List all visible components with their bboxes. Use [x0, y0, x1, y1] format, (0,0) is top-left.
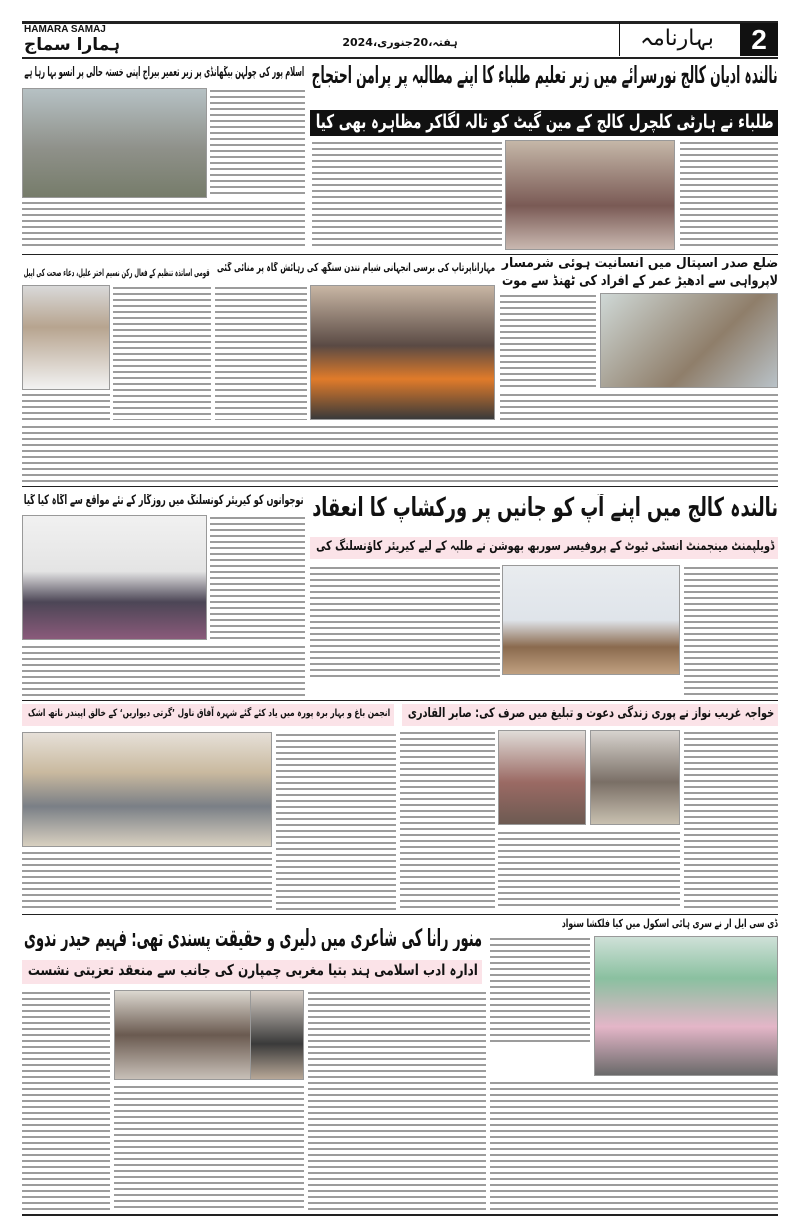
career-body-text: [22, 644, 305, 696]
munawwar-photo-2: [250, 990, 304, 1080]
maharana-body-text: [215, 285, 307, 420]
khwaja-body-text: [400, 730, 495, 910]
teacher-photo: [22, 285, 110, 390]
dclr-photo: [594, 936, 778, 1076]
masthead-english: HAMARA SAMAJ: [24, 24, 106, 35]
lead-headline-text: نالندہ ادیان کالج نورسرائے میں زیر تعلیم طلباء کا اپنے مطالبہ پر پرامن احتجاج: [312, 62, 778, 89]
barrage-headline-text: اسلام پور کی چولہن بیگھانڈی پر زیر تعمیر بیراج اپنی خستہ حالی پر آنسو بہا رہا ہے: [24, 66, 304, 80]
hospital-subhead: [500, 274, 778, 289]
anjuman-photo: [22, 732, 272, 847]
lead-body-text: [680, 140, 778, 250]
continuation-body-text: [22, 424, 778, 482]
khwaja-headline: [402, 704, 778, 726]
lead-subhead-text: طلباء نے ہارٹی کلچرل کالج کے مین گیٹ کو تالہ لگاکر مظاہرہ بھی کیا: [316, 111, 774, 133]
dclr-body-text: [490, 1080, 778, 1210]
lead-body-text: [312, 140, 502, 250]
dclr-headline: [560, 918, 778, 930]
workshop-headline-text: نالندہ کالج میں اپنے آپ کو جانیں پر ورکشاپ کا انعقاد: [312, 494, 778, 523]
munawwar-body-text: [114, 1084, 304, 1210]
barrage-body-text: [210, 88, 305, 198]
career-body-text: [210, 515, 305, 640]
teacher-headline-text: قومی اساتذہ تنظیم کے فعال رکن نسیم اختر علیل، دعاء صحت کی اپیل: [24, 268, 210, 279]
munawwar-headline: [22, 925, 482, 951]
barrage-photo: [22, 88, 207, 198]
hospital-photo: [600, 293, 778, 388]
khwaja-body-text: [684, 730, 778, 910]
anjuman-body-text: [22, 850, 272, 910]
divider: [619, 22, 620, 56]
barrage-headline: [22, 66, 304, 80]
munawwar-subhead-text: ادارہ ادب اسلامی ہند بتیا مغربی چمپارن کی جانب سے منعقد تعزیتی نشست: [27, 961, 478, 979]
hospital-headline-text: ضلع صدر اسپتال میں انسانیت ہوئی شرمسار: [501, 257, 778, 271]
anjuman-body-text: [276, 732, 396, 910]
khwaja-headline-text: خواجہ غریب نواز نے پوری زندگی دعوت و تبلیغ میں صرف کی: صابر القادری: [407, 706, 774, 721]
dclr-headline-text: ڈی سی ایل آر نے سری ہائی اسکول میں کیا فلکشا سنواد: [562, 918, 778, 930]
page-number: 2: [740, 23, 778, 56]
career-headline: [22, 494, 304, 508]
top-rule: [22, 21, 778, 24]
munawwar-body-text: [308, 990, 486, 1210]
divider: [22, 486, 778, 487]
career-headline-text: نوجوانوں کو کیریئر کونسلنگ میں روزگار کے نئے مواقع سے آگاہ کیا گیا: [24, 494, 304, 508]
hospital-body-text: [500, 293, 596, 388]
khwaja-photo-1: [498, 730, 586, 825]
teacher-headline: [22, 268, 210, 279]
munawwar-body-text: [22, 990, 110, 1210]
divider: [22, 914, 778, 915]
munawwar-headline-text: منور رانا کی شاعری میں دلیری و حقیقت پسندی تھی: فہیم حیدر ندوی: [23, 925, 482, 952]
anjuman-headline-text: انجمن باغ و بہار برہ پورہ میں یاد کئے گئے شہرہ آفاق ناول ’گرتی دیواریں‘ کے خالق اپیندر ناتھ اشک: [27, 708, 390, 719]
masthead-rule: [22, 57, 778, 59]
maharana-headline: [215, 262, 495, 274]
teacher-body-text: [22, 392, 110, 420]
barrage-body-text: [22, 200, 305, 250]
workshop-body-text: [684, 565, 778, 695]
divider: [22, 700, 778, 701]
bottom-rule: [22, 1214, 778, 1216]
hospital-headline: [500, 257, 778, 271]
divider: [22, 254, 778, 255]
workshop-headline: [310, 494, 778, 523]
lead-subhead: [310, 110, 778, 136]
workshop-photo: [502, 565, 680, 675]
anjuman-headline: [22, 704, 394, 726]
section-name: بہارنامہ: [640, 26, 714, 51]
munawwar-subhead: [22, 960, 482, 984]
maharana-headline-text: مہاراناپرتاپ کی برسی آنجہانی شیام نندن سنگھ کی رہائش گاہ پر منائی گئی: [216, 262, 495, 274]
hospital-subhead-text: لاپرواہی سے ادھیڑ عمر کے افراد کی ٹھنڈ سے موت: [502, 274, 778, 289]
teacher-body-text: [113, 285, 211, 420]
workshop-subhead-text: ڈویلپمنٹ مینجمنٹ انسٹی ٹیوٹ کے پروفیسر سوربھ بھوشن نے طلبہ کے لیے کیریئر کاؤنسلنگ کی: [315, 539, 774, 554]
dclr-body-text: [490, 936, 590, 1046]
khwaja-body-text: [498, 830, 680, 910]
maharana-photo: [310, 285, 495, 420]
issue-date: ہفتہ،20جنوری،2024: [342, 36, 458, 49]
khwaja-photo-2: [590, 730, 680, 825]
lead-photo-protest: [505, 140, 675, 250]
career-photo: [22, 515, 207, 640]
workshop-body-text: [310, 565, 500, 680]
lead-headline: [310, 62, 778, 88]
masthead-logo: ہمارا سماج: [24, 35, 121, 55]
workshop-subhead: [310, 537, 778, 559]
hospital-body-text: [500, 392, 778, 422]
